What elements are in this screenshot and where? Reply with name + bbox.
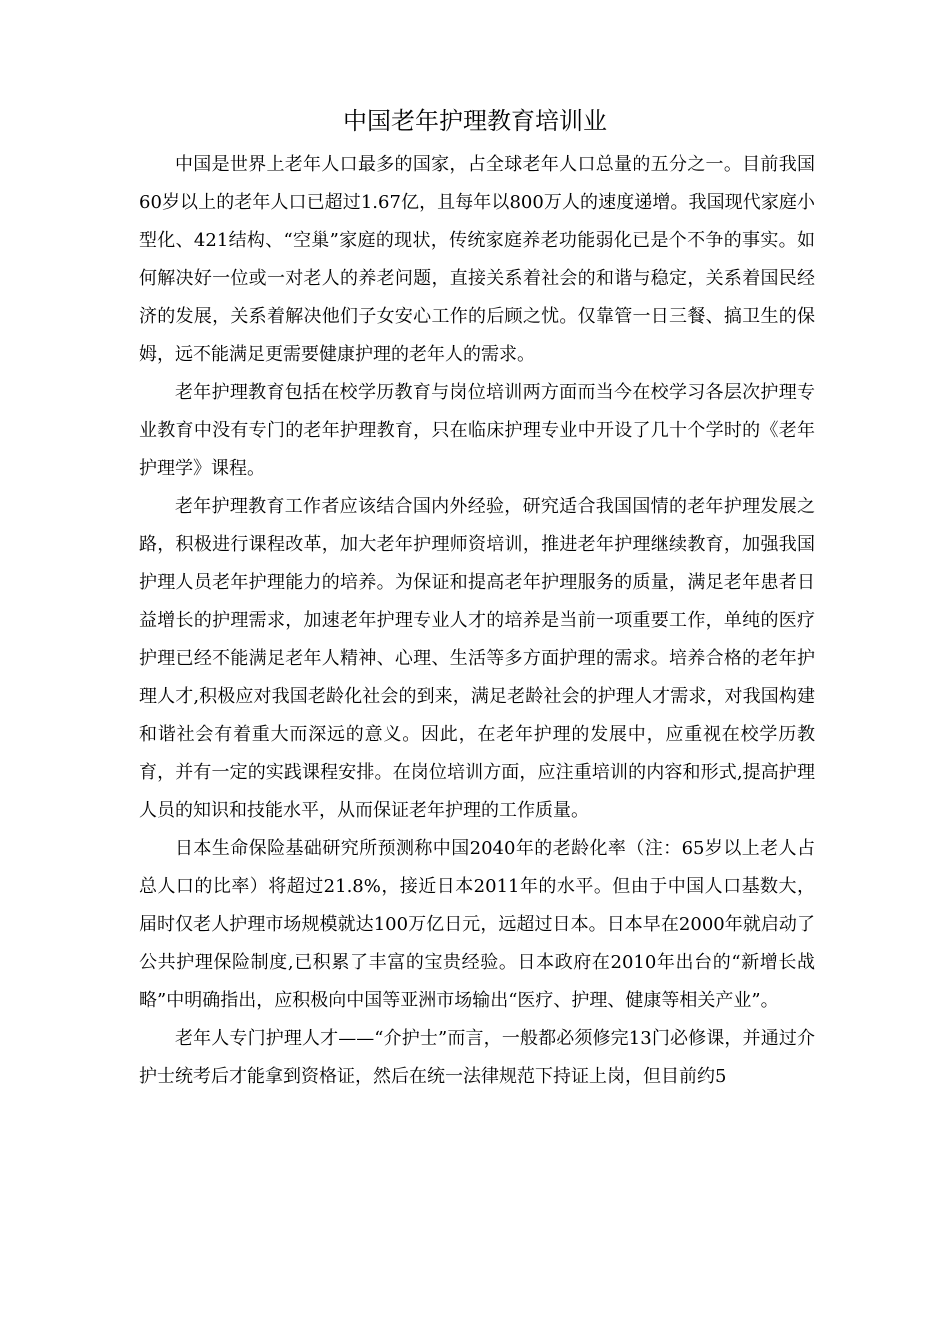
paragraph-4: 日本生命保险基础研究所预测称中国2040年的老龄化率（注：65岁以上老人占总人口的比率）将超过21.8%，接近日本2011年的水平。但由于中国人口基数大，届时仅老人护理市场规模就达100万亿日元，远超过日本。日本早在2000年就启动了公共护理保险制度,已积累了丰富的宝贵经验。日本政府在2010年出台的“新增长战略”中明确指出，应积极向中国等亚洲市场输出“医疗、护理、健康等相关产业”。	[139, 838, 815, 1011]
document-title: 中国老年护理教育培训业	[343, 107, 607, 135]
paragraph-3: 老年护理教育工作者应该结合国内外经验，研究适合我国国情的老年护理发展之路，积极进行课程改革，加大老年护理师资培训，推进老年护理继续教育，加强我国护理人员老年护理能力的培养。为保证和提高老年护理服务的质量，满足老年患者日益增长的护理需求，加速老年护理专业人才的培养是当前一项重要工作，单纯的医疗护理已经不能满足老年人精神、心理、生活等多方面护理的需求。培养合格的老年护理人才,积极应对我国老龄化社会的到来，满足老龄社会的护理人才需求，对我国构建和谐社会有着重大而深远的意义。因此，在老年护理的发展中，应重视在校学历教育，并有一定的实践课程安排。在岗位培训方面，应注重培训的内容和形式,提高护理人员的知识和技能水平，从而保证老年护理的工作质量。	[139, 496, 815, 821]
paragraph-1: 中国是世界上老年人口最多的国家，占全球老年人口总量的五分之一。目前我国60岁以上的老年人口已超过1.67亿，且每年以800万人的速度递增。我国现代家庭小型化、421结构、“空巢”家庭的现状，传统家庭养老功能弱化已是个不争的事实。如何解决好一位或一对老人的养老问题，直接关系着社会的和谐与稳定，关系着国民经济的发展，关系着解决他们子女安心工作的后顾之忧。仅靠管一日三餐、搞卫生的保姆，远不能满足更需要健康护理的老年人的需求。	[139, 154, 815, 365]
paragraph-5: 老年人专门护理人才——“介护士”而言，一般都必须修完13门必修课，并通过介护士统考后才能拿到资格证，然后在统一法律规范下持证上岗，但目前约5	[139, 1028, 815, 1087]
paragraph-2: 老年护理教育包括在校学历教育与岗位培训两方面而当今在校学习各层次护理专业教育中没有专门的老年护理教育，只在临床护理专业中开设了几十个学时的《老年护理学》课程。	[139, 382, 815, 479]
document-body	[139, 146, 815, 1096]
